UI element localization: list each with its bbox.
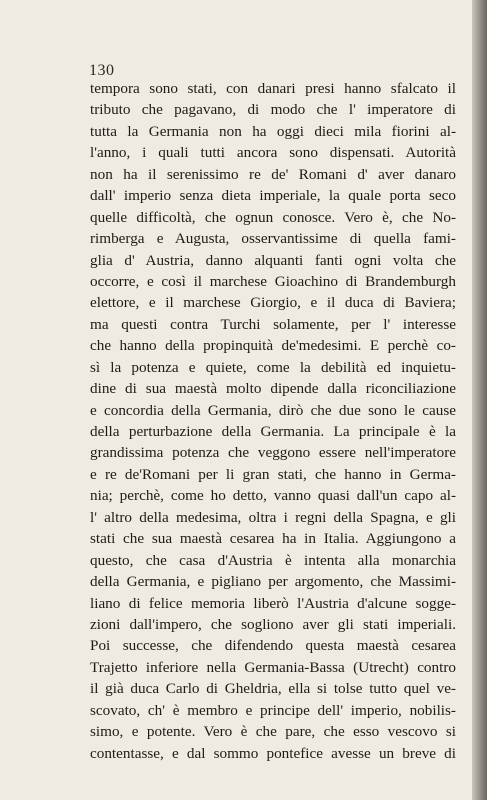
page-edge-shadow: [472, 0, 487, 800]
text-line: elettore, e il marchese Giorgio, e il duca di Baviera;: [90, 294, 456, 312]
text-line: grandissima potenza che veggono essere nell'imperatore: [90, 444, 456, 462]
text-line: liano di felice memoria liberò l'Austria d'alcune sogge-: [90, 594, 456, 612]
text-line: occorre, e così il marchese Gioachino di Brandemburgh: [90, 272, 456, 290]
text-line: tempora sono stati, con danari presi hanno sfalcato il: [90, 80, 456, 97]
text-line: contentasse, e dal sommo pontefice avesse un breve di: [90, 744, 456, 762]
text-line: simo, e potente. Vero è che pare, che esso vescovo si: [90, 723, 456, 741]
text-line: questo, che casa d'Austria è intenta alla monarchia: [90, 551, 456, 569]
text-line: Trajetto inferiore nella Germania-Bassa (Utrecht) contro: [90, 658, 456, 676]
text-line: della perturbazione della Germania. La principale è la: [90, 423, 456, 440]
text-line: dine di sua maestà molto dipende dalla riconciliazione: [90, 380, 456, 398]
text-line: tutta la Germania non ha oggi dieci mila fiorini al-: [90, 122, 456, 140]
text-line: stati che sua maestà cesarea ha in Italia. Aggiungono a: [90, 530, 456, 548]
text-line: e concordia della Germania, dirò che due sono le cause: [90, 401, 456, 419]
text-line: tributo che pagavano, di modo che l' imperatore di: [90, 101, 456, 119]
text-line: Poi successe, che difendendo questa maestà cesarea: [90, 637, 456, 655]
text-line: rimberga e Augusta, osservantissime di quella fami-: [90, 230, 456, 248]
body-text: [90, 78, 456, 764]
text-line: dall' imperio senza dieta imperiale, la quale porta seco: [90, 187, 456, 205]
text-line: della Germania, e pigliano per argomento, che Massimi-: [90, 573, 456, 591]
text-line: glia d' Austria, danno alquanti fanti ogni volta che: [90, 251, 456, 269]
text-line: scovato, ch' è membro e principe dell' imperio, nobilis-: [90, 701, 456, 719]
page-number: 130: [89, 62, 115, 79]
text-line: zioni dall'impero, che sogliono aver gli stati imperiali.: [90, 615, 456, 633]
text-line: sì la potenza e quiete, come la debilità ed inquietu-: [90, 358, 456, 376]
text-line: quelle difficoltà, che ognun conosce. Vero è, che No-: [90, 208, 456, 226]
text-line: che hanno della propinquità de'medesimi. E perchè co-: [90, 337, 456, 355]
text-line: non ha il serenissimo re de' Romani d' aver danaro: [90, 165, 456, 183]
text-line: l'anno, i quali tutti ancora sono dispensati. Autorità: [90, 144, 456, 162]
text-line: l' altro della medesima, oltra i regni della Spagna, e gli: [90, 508, 456, 526]
text-line: il già duca Carlo di Gheldria, ella si tolse tutto quel ve-: [90, 680, 456, 698]
text-line: e re de'Romani per li gran stati, che hanno in Germa-: [90, 465, 456, 483]
text-line: nia; perchè, come ho detto, vanno quasi dall'un capo al-: [90, 487, 456, 505]
text-line: ma questi contra Turchi solamente, per l' interesse: [90, 315, 456, 333]
